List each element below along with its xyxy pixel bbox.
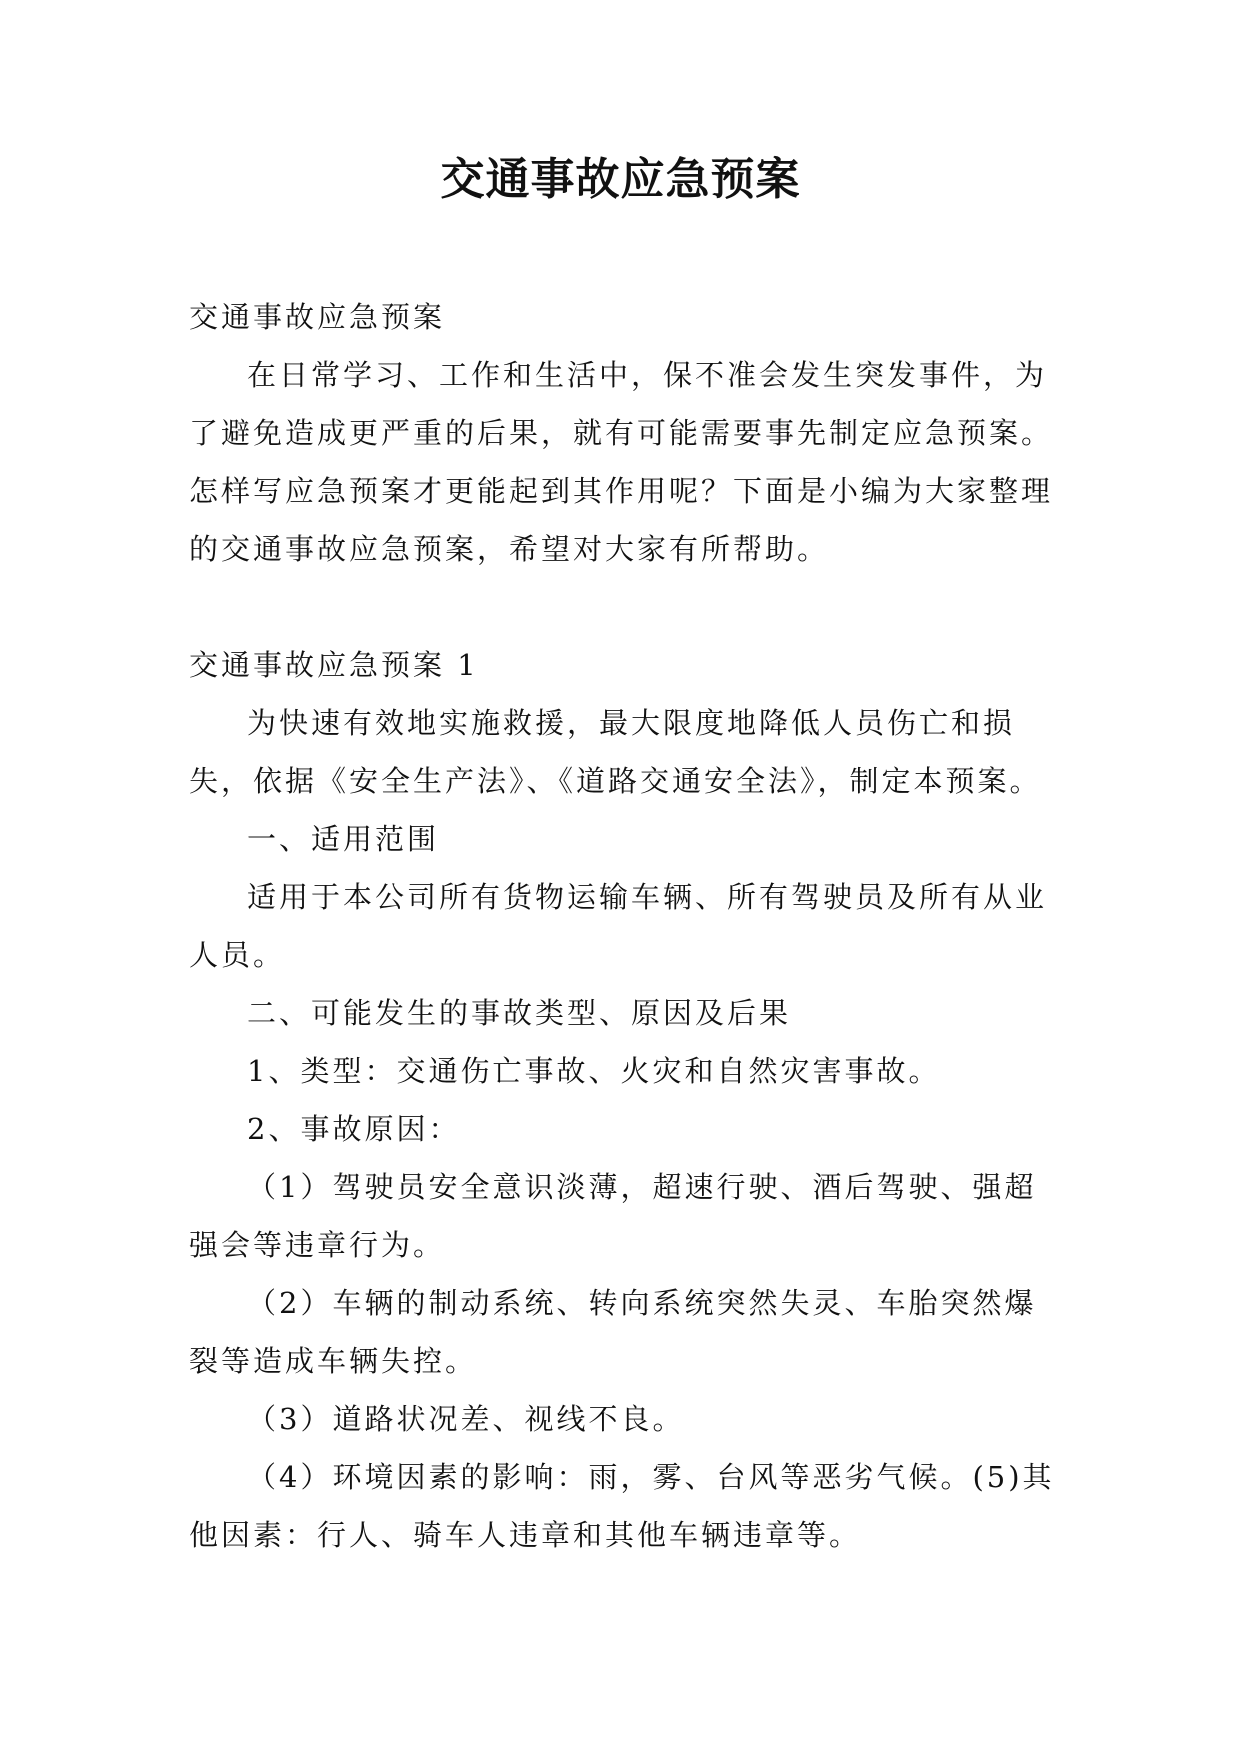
types-heading: 二、可能发生的事故类型、原因及后果 (247, 996, 792, 1030)
list-item-causes: 2、事故原因： (247, 1112, 461, 1146)
cause-item-3: （3）道路状况差、视线不良。 (247, 1402, 685, 1436)
section1-heading: 交通事故应急预案 1 (189, 648, 479, 682)
list-item-type: 1、类型：交通伤亡事故、火灾和自然灾害事故。 (247, 1054, 941, 1088)
cause-item-2: （2）车辆的制动系统、转向系统突然失灵、车胎突然爆裂等造成车辆失控。 (189, 1286, 1037, 1378)
cause-item-1: （1）驾驶员安全意识淡薄，超速行驶、酒后驾驶、强超强会等违章行为。 (189, 1170, 1037, 1262)
document-title: 交通事故应急预案 (440, 154, 801, 205)
cause-item-4: （4）环境因素的影响：雨，雾、台风等恶劣气候。(5)其他因素：行人、骑车人违章和其他车辆违章等。 (189, 1460, 1055, 1552)
scope-heading: 一、适用范围 (247, 822, 440, 856)
intro-paragraph: 在日常学习、工作和生活中，保不准会发生突发事件，为了避免造成更严重的后果，就有可能需要事先制定应急预案。怎样写应急预案才更能起到其作用呢？下面是小编为大家整理的交通事故应急预案，希望对大家有所帮助。 (189, 358, 1054, 566)
section-spacer (189, 578, 1057, 636)
scope-paragraph: 适用于本公司所有货物运输车辆、所有驾驶员及所有从业人员。 (189, 880, 1048, 972)
document-body (189, 288, 1057, 1564)
intro-heading: 交通事故应急预案 (189, 300, 446, 334)
purpose-paragraph: 为快速有效地实施救援，最大限度地降低人员伤亡和损失，依据《安全生产法》、《道路交通安全法》，制定本预案。 (189, 706, 1042, 798)
